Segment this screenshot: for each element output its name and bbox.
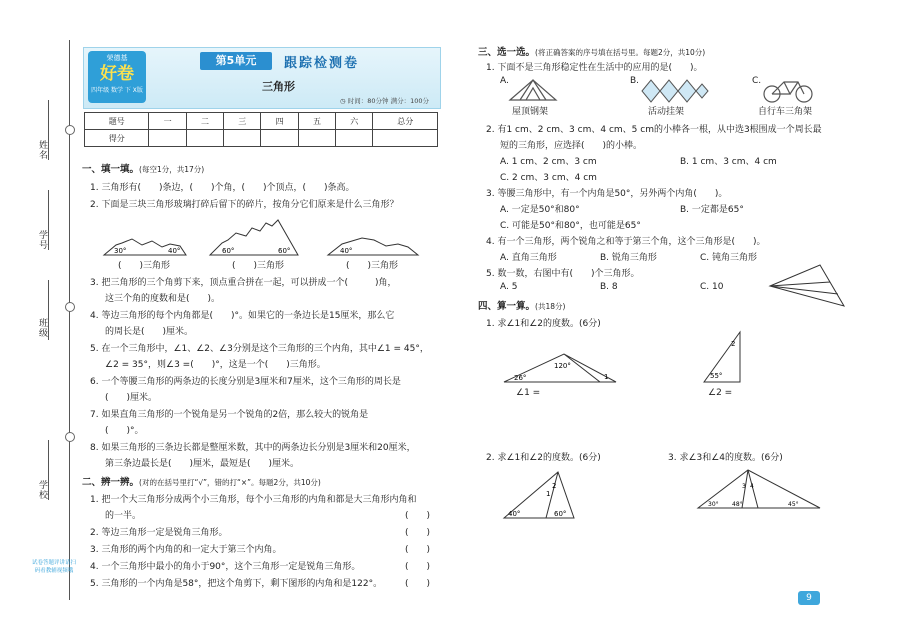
judge-answer-box[interactable]: ( ) <box>405 579 431 589</box>
page-number: 9 <box>798 591 820 605</box>
judge-answer-box[interactable]: ( ) <box>405 562 431 572</box>
binding-line <box>69 40 70 600</box>
figure-label: 60° <box>554 510 567 518</box>
q3-4: 4. 有一个三角形，两个锐角之和等于第三个角，这个三角形是( )。 <box>486 237 766 247</box>
side-name-label: 姓名 <box>37 140 47 160</box>
q4-1: 1. 求∠1和∠2的度数。(6分) <box>486 319 601 329</box>
opt4-a: A. 直角三角形 <box>500 253 557 263</box>
opt2-a: A. 1 cm、2 cm、3 cm <box>500 157 597 167</box>
q4-2: 2. 求∠1和∠2的度数。(6分) <box>486 453 601 463</box>
score-row-values <box>85 130 438 147</box>
opt2-c: C. 2 cm、3 cm、4 cm <box>500 173 597 183</box>
q3-1: 1. 下面不是三角形稳定性在生活中的应用的是( )。 <box>486 63 703 73</box>
q1-8: 8. 如果三角形的三条边长都是整厘米数，其中的两条边长分别是3厘米和20厘米， <box>90 443 416 453</box>
side-class-label: 班级 <box>37 318 47 338</box>
binding-hole <box>65 125 75 135</box>
score-input-cell[interactable] <box>224 130 261 147</box>
shard-answer: ( )三角形 <box>232 261 285 271</box>
shard-answer: ( )三角形 <box>346 261 399 271</box>
q1-7: 7. 如果直角三角形的一个锐角是另一个锐角的2倍，那么较大的锐角是 <box>90 410 369 420</box>
opt1-c-letter: C. <box>752 76 762 86</box>
judge-answer-box[interactable]: ( ) <box>405 528 431 538</box>
q1-1: 1. 三角形有( )条边，( )个角，( )个顶点，( )条高。 <box>90 183 355 193</box>
name-line <box>48 100 49 160</box>
score-cell: 得分 <box>85 130 149 147</box>
figure-label: 2 <box>552 482 557 490</box>
opt5-c: C. 10 <box>700 282 724 292</box>
count-triangles-figure <box>768 262 848 310</box>
logo-sub: 四年级 数学 下 X版 <box>91 87 143 94</box>
score-cell: 三 <box>224 113 261 130</box>
angle1-answer: ∠1 = <box>516 388 541 398</box>
opt4-c: C. 钝角三角形 <box>700 253 758 263</box>
figure-label: 26° <box>514 374 527 382</box>
section-4-title <box>478 298 565 312</box>
section-1-heading: 一、填一填。 <box>82 164 140 175</box>
figure-label: 3 <box>742 483 746 490</box>
q1-6-cont: ( )厘米。 <box>105 393 158 403</box>
q2-2: 2. 等边三角形一定是锐角三角形。 <box>90 528 228 538</box>
figure-label: 4 <box>750 483 754 490</box>
q4-3-figure <box>694 466 824 512</box>
score-label: 满分：100分 <box>390 97 430 105</box>
opt4-b: B. 锐角三角形 <box>600 253 657 263</box>
score-input-cell[interactable] <box>261 130 298 147</box>
shard-angle: 60° <box>278 247 291 255</box>
figure-label: 1 <box>546 490 551 498</box>
score-row-numbers <box>85 113 438 130</box>
figure-label: 2 <box>731 340 736 348</box>
score-input-cell[interactable] <box>149 130 186 147</box>
opt2-b: B. 1 cm、3 cm、4 cm <box>680 157 777 167</box>
time-label: 时间：80分钟 <box>347 97 389 105</box>
q1-5: 5. 在一个三角形中，∠1、∠2、∠3分别是这个三角形的三个内角，其中∠1 = 45°， <box>90 344 429 354</box>
figure-label: 120° <box>554 362 571 370</box>
q1-2: 2. 下面是三块三角形玻璃打碎后留下的碎片，按角分它们原来是什么三角形？ <box>90 200 399 210</box>
clock-icon: ◷ <box>340 97 346 105</box>
opt1-c-label: 自行车三角架 <box>758 107 813 117</box>
score-cell: 题号 <box>85 113 149 130</box>
q3-3: 3. 等腰三角形中，有一个内角是50°，另外两个内角( )。 <box>486 189 728 199</box>
exam-title: 跟踪检测卷 <box>284 56 360 71</box>
sub-title: 三角形 <box>262 80 295 93</box>
section-2-note: (对的在括号里打“√”，错的打“×”。每题2分，共10分) <box>139 478 321 487</box>
section-2-title <box>82 474 321 488</box>
q3-2: 2. 有1 cm、2 cm、3 cm、4 cm、5 cm的小棒各一根，从中选3根围成一个周长最 <box>486 125 822 135</box>
q1-4: 4. 等边三角形的每个内角都是( )°。如果它的一条边长是15厘米，那么它 <box>90 311 395 321</box>
figure-label: 30° <box>708 501 719 508</box>
opt1-b-letter: B. <box>630 76 640 86</box>
q1-6: 6. 一个等腰三角形的两条边的长度分别是3厘米和7厘米，这个三角形的周长是 <box>90 377 401 387</box>
q4-3: 3. 求∠3和∠4的度数。(6分) <box>668 453 783 463</box>
opt1-a-label: 屋顶钢架 <box>512 107 549 117</box>
q2-5: 5. 三角形的一个内角是58°，把这个角剪下，剩下图形的内角和是122°。 <box>90 579 383 589</box>
figure-label: 45° <box>788 501 799 508</box>
logo-main: 好卷 <box>100 64 134 84</box>
side-id-label: 学号 <box>37 230 47 250</box>
figure-label: 40° <box>508 510 521 518</box>
score-table <box>84 112 438 147</box>
q1-4-cont: 的周长是( )厘米。 <box>105 327 194 337</box>
qr-tip: 试卷答题评讲请扫码看教辅视频哦 <box>31 560 76 574</box>
exam-meta <box>340 96 429 105</box>
score-cell: 四 <box>261 113 298 130</box>
id-line <box>48 190 49 250</box>
q3-2-cont: 短的三角形，应选择( )的小棒。 <box>500 141 643 151</box>
score-cell: 总分 <box>373 113 438 130</box>
shard-angle: 40° <box>168 247 181 255</box>
score-cell: 一 <box>149 113 186 130</box>
section-3-note: (将正确答案的序号填在括号里。每题2分，共10分) <box>535 48 706 57</box>
figure-label: 48° <box>732 501 743 508</box>
opt3-a: A. 一定是50°和80° <box>500 205 580 215</box>
class-line <box>48 280 49 340</box>
unit-badge: 第5单元 <box>200 52 272 70</box>
figure-label: 1 <box>604 373 609 381</box>
judge-answer-box[interactable]: ( ) <box>405 545 431 555</box>
score-input-cell[interactable] <box>373 130 438 147</box>
section-3-heading: 三、选一选。 <box>478 47 536 58</box>
q1-5-cont: ∠2 = 35°，则∠3 =( )°，这是一个( )三角形。 <box>105 360 326 370</box>
opt5-a: A. 5 <box>500 282 518 292</box>
shard-angle: 30° <box>114 247 127 255</box>
binding-hole <box>65 302 75 312</box>
opt3-b: B. 一定都是65° <box>680 205 744 215</box>
score-input-cell[interactable] <box>336 130 373 147</box>
school-line <box>48 440 49 500</box>
q1-7-cont: ( )°。 <box>105 426 144 436</box>
q1-3-cont: 这三个角的度数和是( )。 <box>105 294 221 304</box>
q4-2-figure <box>500 468 580 522</box>
brand-logo <box>88 51 146 103</box>
judge-answer-box[interactable]: ( ) <box>405 511 431 521</box>
section-1-note: (每空1分，共17分) <box>139 165 205 174</box>
q1-8-cont: 第三条边最长是( )厘米，最短是( )厘米。 <box>105 459 300 469</box>
section-4-heading: 四、算一算。 <box>478 301 536 312</box>
section-3-title <box>478 44 705 58</box>
q1-3: 3. 把三角形的三个角剪下来，顶点重合拼在一起，可以拼成一个( )角， <box>90 278 397 288</box>
q2-1-cont: 的一半。 <box>105 511 142 521</box>
roof-truss-icon <box>508 76 558 104</box>
score-cell: 五 <box>298 113 335 130</box>
q4-1-figure-left <box>500 348 620 388</box>
q2-1: 1. 把一个大三角形分成两个小三角形，每个小三角形的内角和都是大三角形内角和 <box>90 495 417 505</box>
shard-answer: ( )三角形 <box>118 261 171 271</box>
q4-1-figure-right <box>700 328 744 384</box>
shard-angle: 40° <box>340 247 353 255</box>
opt5-b: B. 8 <box>600 282 618 292</box>
side-school-label: 学校 <box>37 480 47 500</box>
binding-hole <box>65 432 75 442</box>
section-1-title <box>82 161 204 175</box>
section-2-heading: 二、辨一辨。 <box>82 477 140 488</box>
score-input-cell[interactable] <box>298 130 335 147</box>
opt3-c: C. 可能是50°和80°，也可能是65° <box>500 221 641 231</box>
score-cell: 二 <box>186 113 223 130</box>
logo-top: 荣德基 <box>106 54 128 62</box>
score-input-cell[interactable] <box>186 130 223 147</box>
q3-5: 5. 数一数，右图中有( )个三角形。 <box>486 269 640 279</box>
score-cell: 六 <box>336 113 373 130</box>
folding-rack-icon <box>640 78 710 104</box>
q2-3: 3. 三角形的两个内角的和一定大于第三个内角。 <box>90 545 282 555</box>
opt1-a-letter: A. <box>500 76 509 86</box>
figure-label: 55° <box>710 372 723 380</box>
shard-angle: 60° <box>222 247 235 255</box>
angle2-answer: ∠2 = <box>708 388 733 398</box>
q2-4: 4. 一个三角形中最小的角小于90°，这个三角形一定是锐角三角形。 <box>90 562 361 572</box>
bicycle-icon <box>760 76 816 104</box>
opt1-b-label: 活动挂架 <box>648 107 685 117</box>
section-4-note: (共18分) <box>535 302 566 311</box>
